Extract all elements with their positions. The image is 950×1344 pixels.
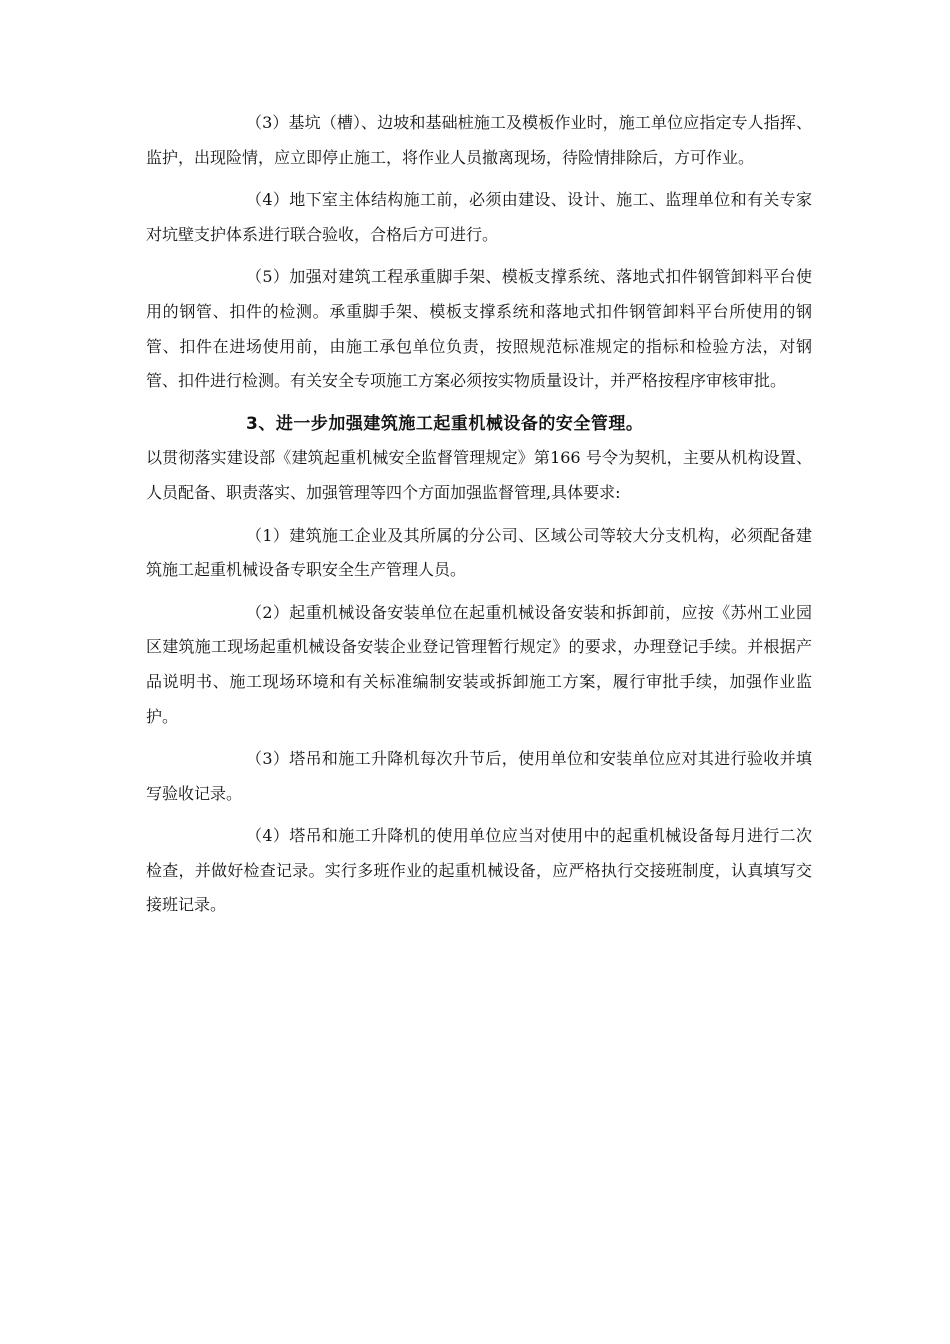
- paragraph-3-excavation: （3）基坑（槽）、边坡和基础桩施工及模板作业时，施工单位应指定专人指挥、监护，出现险情，应立即停止施工，将作业人员撤离现场，待险情排除后，方可作业。: [146, 113, 812, 167]
- paragraph-5-scaffold: （5）加强对建筑工程承重脚手架、模板支撑系统、落地式扣件钢管卸料平台使用的钢管、扣件的检测。承重脚手架、模板支撑系统和落地式扣件钢管卸料平台所使用的钢管、扣件在进场使用前，由施工承包单位负责，按照规范标准规定的指标和检验方法，对钢管、扣件进行检测。有关安全专项施工方案必须按实物质量设计，并严格按程序审核审批。: [146, 267, 812, 391]
- paragraph-2-installation: （2）起重机械设备安装单位在起重机械设备安装和拆卸前，应按《苏州工业园区建筑施工现场起重机械设备安装企业登记管理暂行规定》的要求，办理登记手续。并根据产品说明书、施工现场环境和有关标准编制安装或拆卸施工方案，履行审批手续，加强作业监护。: [146, 602, 812, 726]
- paragraph-1-staffing: （1）建筑施工企业及其所属的分公司、区域公司等较大分支机构，必须配备建筑施工起重机械设备专职安全生产管理人员。: [146, 525, 812, 580]
- section-heading: 3、进一步加强建筑施工起重机械设备的安全管理。: [246, 413, 644, 434]
- paragraph-3-tower-crane: （3）塔吊和施工升降机每次升节后，使用单位和安装单位应对其进行验收并填写验收记录。: [146, 749, 812, 803]
- document-body: [146, 106, 812, 931]
- paragraph-4-basement: （4）地下室主体结构施工前，必须由建设、设计、施工、监理单位和有关专家对坑壁支护体系进行联合验收，合格后方可进行。: [146, 190, 812, 244]
- section-intro: 以贯彻落实建设部《建筑起重机械安全监督管理规定》第166 号令为契机，主要从机构设置、人员配备、职责落实、加强管理等四个方面加强监督管理,具体要求:: [146, 448, 812, 502]
- paragraph-4-inspection: （4）塔吊和施工升降机的使用单位应当对使用中的起重机械设备每月进行二次检查，并做好检查记录。实行多班作业的起重机械设备，应严格执行交接班制度，认真填写交接班记录。: [146, 826, 812, 915]
